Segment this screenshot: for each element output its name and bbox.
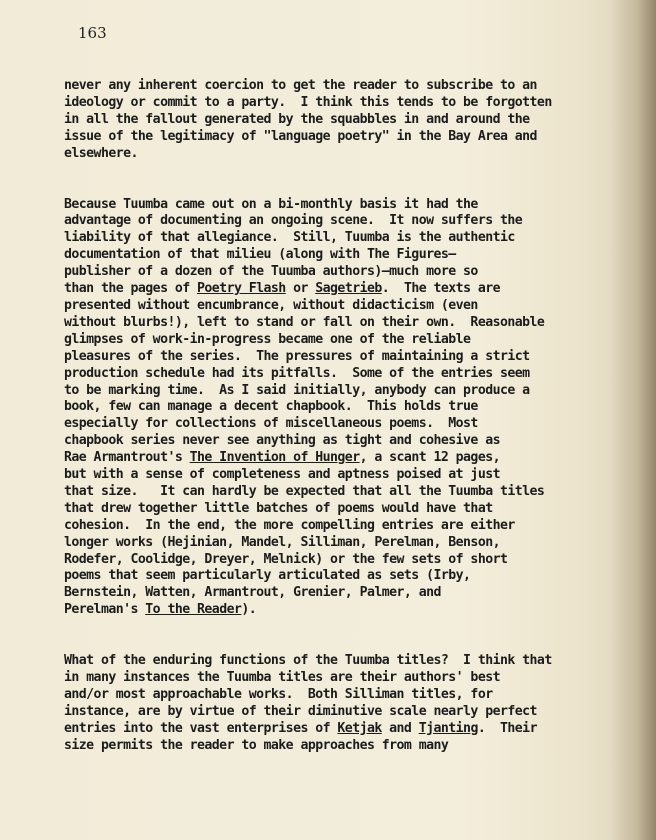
paragraph-gap [64, 163, 624, 197]
text-line [64, 721, 624, 738]
text-line [64, 213, 624, 230]
text-run: What of the enduring functions of the Tuumba titles? I think that [64, 653, 552, 669]
text-run: and/or most approachable works. Both Silliman titles, for [64, 687, 493, 702]
text-line [64, 433, 624, 450]
text-line [64, 467, 624, 484]
text-line [64, 129, 624, 146]
text-line [64, 197, 624, 214]
text-line [64, 568, 624, 585]
text-run: than the pages of [64, 281, 198, 297]
text-run: that drew together little batches of poems would have that [64, 500, 493, 516]
text-run: that size. It can hardly be expected that all the Tuumba titles [64, 483, 545, 499]
text-run: ideology or commit to a party. I think this tends to be forgotten [64, 94, 552, 110]
text-run: especially for collections of miscellaneous poems. Most [64, 416, 478, 432]
underlined-title: The Invention of Hunger [189, 450, 360, 466]
text-run: production schedule had its pitfalls. Some of the entries seem [64, 365, 530, 381]
text-run: documentation of that milieu (along with The Figures— [64, 247, 456, 263]
text-run: publisher of a dozen of the Tuumba authors)—much more so [64, 264, 478, 280]
text-run: Bernstein, Watten, Armantrout, Grenier, Palmer, and [64, 585, 441, 601]
text-run: cohesion. In the end, the more compelling entries are either [64, 517, 515, 533]
text-run: never any inherent coercion to get the reader to subscribe to an [64, 78, 537, 93]
book-gutter-shadow [610, 0, 656, 840]
text-line [64, 501, 624, 518]
text-run: in many instances the Tuumba titles are their authors' best [64, 670, 500, 686]
text-run: book, few can manage a decent chapbook. This holds true [64, 399, 478, 415]
text-run: , a scant 12 pages, [359, 450, 500, 466]
underlined-title: To the Reader [145, 602, 242, 618]
text-run: . Their [477, 720, 537, 736]
page-number: 163 [78, 24, 107, 42]
text-line [64, 383, 624, 400]
text-line [64, 602, 624, 619]
text-line [64, 366, 624, 383]
text-line [64, 247, 624, 264]
text-line [64, 230, 624, 247]
text-run: glimpses of work-in-progress became one of the reliable [64, 331, 471, 347]
text-line [64, 95, 624, 112]
underlined-title: Ketjak [337, 720, 382, 736]
text-run: pleasures of the series. The pressures of maintaining a strict [64, 348, 530, 364]
underlined-title: Sagetrieb [315, 281, 382, 297]
paragraph-3 [64, 653, 624, 754]
text-run: issue of the legitimacy of "language poetry" in the Bay Area and [64, 128, 537, 144]
text-line [64, 450, 624, 467]
text-run: presented without encumbrance, without didacticism (even [64, 297, 478, 313]
text-run: Rodefer, Coolidge, Dreyer, Melnick) or the few sets of short [64, 551, 508, 567]
body-text [64, 78, 624, 755]
paragraph-gap [64, 619, 624, 653]
text-run: elsewhere. [64, 145, 138, 161]
text-line [64, 535, 624, 552]
text-run: instance, are by virtue of their diminutive scale nearly perfect [64, 703, 537, 719]
paragraph-2 [64, 197, 624, 620]
text-line [64, 332, 624, 349]
text-run: and [381, 720, 419, 736]
text-run: size permits the reader to make approaches from many [64, 737, 449, 753]
underlined-title: Tjanting [418, 720, 478, 736]
text-line [64, 518, 624, 535]
text-run: longer works (Hejinian, Mandel, Silliman, Perelman, Benson, [64, 534, 500, 550]
text-line [64, 315, 624, 332]
text-run: . The texts are [381, 281, 501, 297]
text-line [64, 687, 624, 704]
text-run: Because Tuumba came out on a bi-monthly basis it had the [64, 196, 478, 212]
text-run: without blurbs!), left to stand or fall on their own. Reasonable [64, 314, 545, 330]
text-line [64, 281, 624, 298]
text-run: in all the fallout generated by the squabbles in and around the [64, 111, 530, 127]
underlined-title: Poetry Flash [197, 281, 286, 297]
text-run: entries into the vast enterprises of [64, 720, 338, 736]
text-line [64, 552, 624, 569]
text-line [64, 349, 624, 366]
text-run: liability of that allegiance. Still, Tuumba is the authentic [64, 230, 515, 246]
text-line [64, 738, 624, 755]
text-run: advantage of documenting an ongoing scene. It now suffers the [64, 213, 523, 229]
text-line [64, 112, 624, 129]
text-run: Rae Armantrout's [64, 450, 190, 466]
text-line [64, 298, 624, 315]
text-run: ). [241, 602, 257, 618]
text-line [64, 399, 624, 416]
text-line [64, 670, 624, 687]
text-line [64, 416, 624, 433]
text-run: or [285, 281, 316, 297]
text-run: but with a sense of completeness and aptness poised at just [64, 467, 500, 483]
paragraph-1 [64, 78, 624, 163]
text-line [64, 585, 624, 602]
text-line [64, 704, 624, 721]
text-run: to be marking time. As I said initially, anybody can produce a [64, 382, 530, 398]
text-line [64, 264, 624, 281]
text-line [64, 146, 624, 163]
text-run: Perelman's [64, 602, 146, 618]
text-run: poems that seem particularly articulated as sets (Irby, [64, 568, 471, 584]
text-line [64, 653, 624, 670]
text-line [64, 484, 624, 501]
text-line [64, 78, 624, 95]
text-run: chapbook series never see anything as tight and cohesive as [64, 433, 500, 449]
